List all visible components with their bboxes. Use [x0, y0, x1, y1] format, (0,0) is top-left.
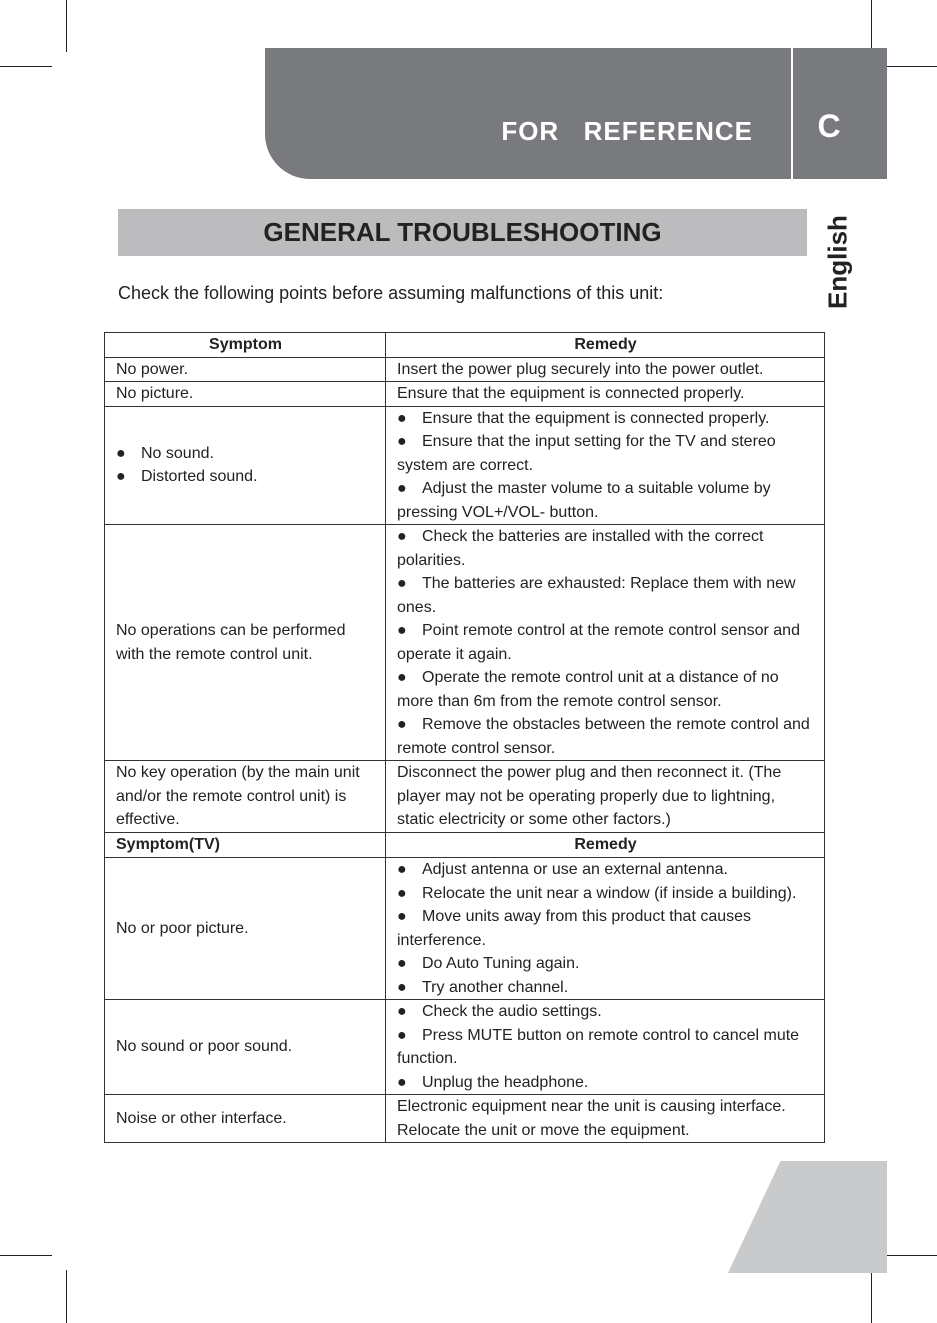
- symptom-cell: [105, 1000, 386, 1095]
- decorative-shape: [728, 1161, 887, 1273]
- crop-mark: [885, 1255, 937, 1256]
- remedy-header: Remedy: [386, 333, 825, 358]
- language-label: English: [822, 215, 853, 309]
- bullet-icon: ●: [397, 861, 407, 878]
- remedy-text: ● Ensure that the equipment is connected properly.: [397, 407, 814, 431]
- symptom-text: Noise or other interface.: [116, 1109, 287, 1127]
- table-row: [105, 406, 825, 525]
- remedy-cell: [386, 357, 825, 382]
- remedy-cell: [386, 525, 825, 761]
- symptom-cell: [105, 1095, 386, 1143]
- remedy-cell: [386, 1095, 825, 1143]
- symptom-text: No key operation (by the main unit and/or the remote control unit) is effective.: [116, 764, 360, 829]
- bullet-icon: ●: [397, 1073, 407, 1091]
- remedy-cell: [386, 761, 825, 833]
- intro-text: Check the following points before assuming malfunctions of this unit:: [118, 283, 664, 303]
- symptom-cell: [105, 382, 386, 407]
- section-letter: C: [817, 108, 841, 144]
- bullet-icon: ●: [397, 669, 407, 686]
- crop-mark: [885, 66, 937, 67]
- table-row: [105, 1095, 825, 1143]
- remedy-text: ● Point remote control at the remote control sensor and operate it again.: [397, 619, 814, 666]
- remedy-text: Relocate the unit or move the equipment.: [397, 1121, 690, 1139]
- remedy-text: ● Relocate the unit near a window (if inside a building).: [397, 882, 814, 906]
- bullet-icon: ●: [116, 468, 126, 486]
- section-banner: [265, 48, 791, 179]
- remedy-text: ● Check the audio settings.: [397, 1000, 814, 1024]
- remedy-cell: [386, 858, 825, 1000]
- remedy-text: ● Unplug the headphone.: [397, 1071, 814, 1095]
- remedy-text: ● Press MUTE button on remote control to cancel mute function.: [397, 1024, 814, 1071]
- table-row: [105, 761, 825, 833]
- symptom-header: Symptom(TV): [105, 833, 386, 858]
- bullet-icon: ●: [397, 528, 407, 545]
- section-tab: [793, 48, 887, 179]
- remedy-cell: [386, 406, 825, 525]
- crop-mark: [0, 1255, 52, 1256]
- remedy-text: Insert the power plug securely into the power outlet.: [397, 360, 764, 378]
- page-title: GENERAL TROUBLESHOOTING: [118, 209, 807, 256]
- remedy-text: ● Move units away from this product that causes interference.: [397, 905, 814, 952]
- crop-mark: [66, 1270, 67, 1323]
- symptom-cell: [105, 858, 386, 1000]
- bullet-icon: ●: [397, 480, 407, 497]
- crop-mark: [871, 1270, 872, 1323]
- remedy-cell: [386, 1000, 825, 1095]
- remedy-header: Remedy: [386, 833, 825, 858]
- troubleshooting-table: [104, 332, 825, 1143]
- symptom-cell: [105, 761, 386, 833]
- crop-mark: [0, 66, 52, 67]
- symptom-text: No sound or poor sound.: [116, 1038, 293, 1056]
- bullet-icon: ●: [397, 978, 407, 996]
- bullet-icon: ●: [397, 908, 407, 925]
- table-row: [105, 382, 825, 407]
- symptom-text: ● Distorted sound.: [116, 465, 375, 489]
- bullet-icon: ●: [397, 433, 407, 450]
- table-row: [105, 1000, 825, 1095]
- remedy-cell: [386, 382, 825, 407]
- remedy-text: Ensure that the equipment is connected properly.: [397, 385, 745, 402]
- symptom-text: No power.: [116, 360, 189, 378]
- remedy-text: Disconnect the power plug and then reconnect it. (The player may not be operating properly due to lightning, static electricity or some other factors.): [397, 764, 782, 828]
- table-header-row: [105, 833, 825, 858]
- bullet-icon: ●: [397, 575, 407, 592]
- remedy-text: ● Remove the obstacles between the remote control and remote control sensor.: [397, 713, 814, 760]
- bullet-icon: ●: [116, 444, 126, 462]
- symptom-cell: [105, 406, 386, 525]
- remedy-text: ● Do Auto Tuning again.: [397, 952, 814, 976]
- symptom-text: No or poor picture.: [116, 919, 249, 937]
- bullet-icon: ●: [397, 955, 407, 972]
- remedy-text: ● Adjust the master volume to a suitable volume by pressing VOL+/VOL- button.: [397, 477, 814, 524]
- symptom-cell: [105, 357, 386, 382]
- remedy-text: ● Try another channel.: [397, 976, 814, 1000]
- bullet-icon: ●: [397, 716, 407, 733]
- remedy-text: Electronic equipment near the unit is causing interface.: [397, 1098, 786, 1115]
- bullet-icon: ●: [397, 409, 407, 427]
- remedy-text: ● The batteries are exhausted: Replace them with new ones.: [397, 572, 814, 619]
- table-header-row: [105, 333, 825, 358]
- table-row: [105, 525, 825, 761]
- bullet-icon: ●: [397, 1003, 407, 1020]
- table-row: [105, 858, 825, 1000]
- symptom-text: ● No sound.: [116, 442, 375, 466]
- symptom-header: Symptom: [105, 333, 386, 358]
- symptom-text: No picture.: [116, 385, 194, 402]
- crop-mark: [871, 0, 872, 52]
- table-row: [105, 357, 825, 382]
- symptom-text: No operations can be performed with the remote control unit.: [116, 622, 346, 663]
- symptom-cell: [105, 525, 386, 761]
- bullet-icon: ●: [397, 884, 407, 902]
- bullet-icon: ●: [397, 1026, 407, 1044]
- remedy-text: ● Ensure that the input setting for the TV and stereo system are correct.: [397, 430, 814, 477]
- crop-mark: [66, 0, 67, 52]
- bullet-icon: ●: [397, 622, 407, 639]
- remedy-text: ● Check the batteries are installed with the correct polarities.: [397, 525, 814, 572]
- remedy-text: ● Operate the remote control unit at a distance of no more than 6m from the remote control sensor.: [397, 666, 814, 713]
- section-title: FOR REFERENCE: [501, 116, 753, 146]
- remedy-text: ● Adjust antenna or use an external antenna.: [397, 858, 814, 882]
